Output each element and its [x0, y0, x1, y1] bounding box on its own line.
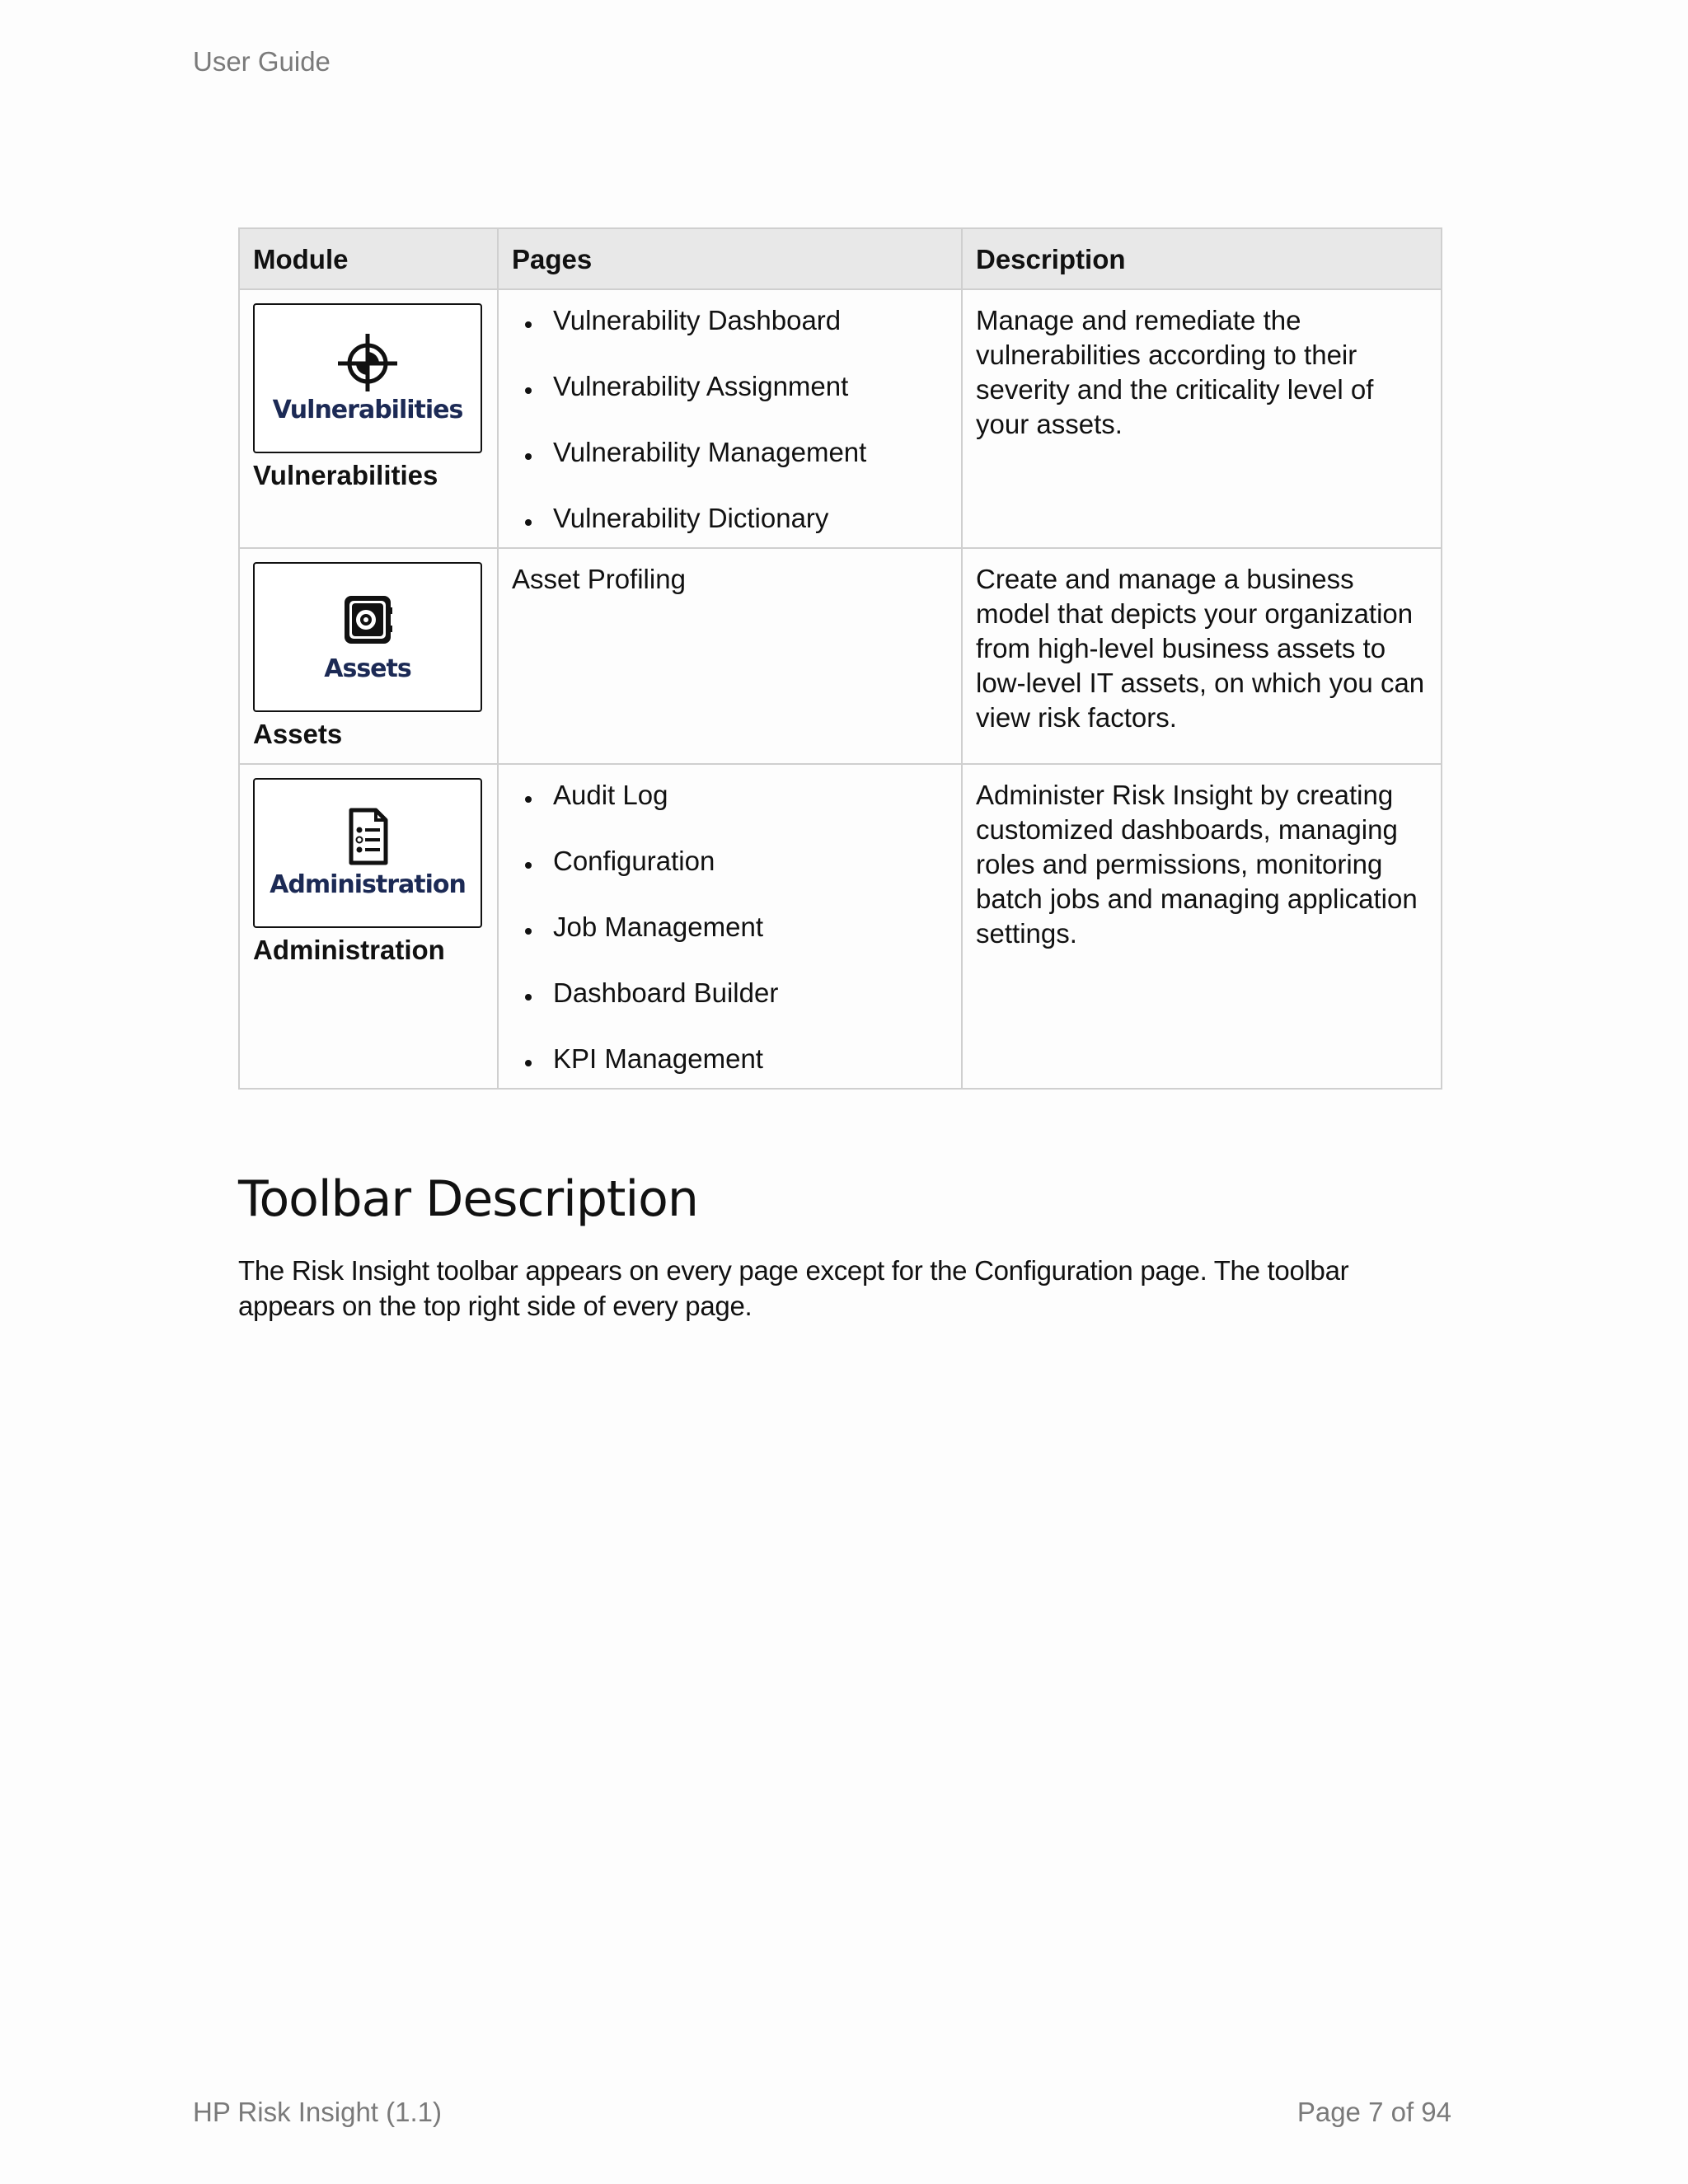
administration-module-tile — [253, 778, 482, 928]
safe-icon — [335, 591, 401, 650]
list-item: Job Management — [512, 910, 948, 944]
column-header-description: Description — [962, 228, 1442, 289]
description-cell: Manage and remediate the vulnerabilities according to their severity and the criticality level of your assets. — [962, 289, 1442, 548]
column-header-pages: Pages — [498, 228, 962, 289]
module-cell — [239, 764, 498, 1089]
list-item: Vulnerability Dictionary — [512, 501, 948, 536]
module-name: Vulnerabilities — [253, 460, 438, 490]
section-body: The Risk Insight toolbar appears on every page except for the Configuration page. The toolbar appears on the top right side of every page. — [238, 1255, 1349, 1321]
module-table — [238, 227, 1442, 1090]
table-row — [239, 548, 1442, 764]
module-cell — [239, 548, 498, 764]
list-item: Vulnerability Dashboard — [512, 303, 948, 338]
module-icon-label: Assets — [324, 654, 411, 683]
table-row — [239, 764, 1442, 1089]
description-cell: Create and manage a business model that depicts your organization from high-level business assets to low-level IT assets, on which you can view risk factors. — [962, 548, 1442, 764]
module-name: Assets — [253, 719, 343, 749]
list-item: Dashboard Builder — [512, 976, 948, 1010]
list-item: Vulnerability Management — [512, 435, 948, 470]
pages-cell — [498, 289, 962, 548]
pages-cell — [498, 764, 962, 1089]
table-row — [239, 289, 1442, 548]
vulnerabilities-module-tile — [253, 303, 482, 453]
module-name: Administration — [253, 935, 445, 965]
running-header: User Guide — [193, 46, 331, 77]
crosshair-target-icon — [335, 332, 401, 391]
section-heading: Toolbar Description — [238, 1170, 698, 1228]
document-list-icon — [335, 807, 401, 866]
pages-list — [512, 303, 948, 536]
column-header-module: Module — [239, 228, 498, 289]
module-cell — [239, 289, 498, 548]
pages-list — [512, 778, 948, 1076]
footer-page-number: Page 7 of 94 — [1296, 2097, 1451, 2127]
list-item: KPI Management — [512, 1042, 948, 1076]
module-icon-label: Administration — [270, 870, 466, 899]
table-header-row — [239, 228, 1442, 289]
list-item: Audit Log — [512, 778, 948, 813]
list-item: Configuration — [512, 844, 948, 879]
pages-cell: Asset Profiling — [498, 548, 962, 764]
module-icon-label: Vulnerabilities — [272, 396, 463, 424]
description-cell: Administer Risk Insight by creating customized dashboards, managing roles and permissions, monitoring batch jobs and managing application settings. — [962, 764, 1442, 1089]
list-item: Vulnerability Assignment — [512, 369, 948, 404]
assets-module-tile — [253, 562, 482, 712]
footer-product: HP Risk Insight (1.1) — [193, 2097, 442, 2127]
